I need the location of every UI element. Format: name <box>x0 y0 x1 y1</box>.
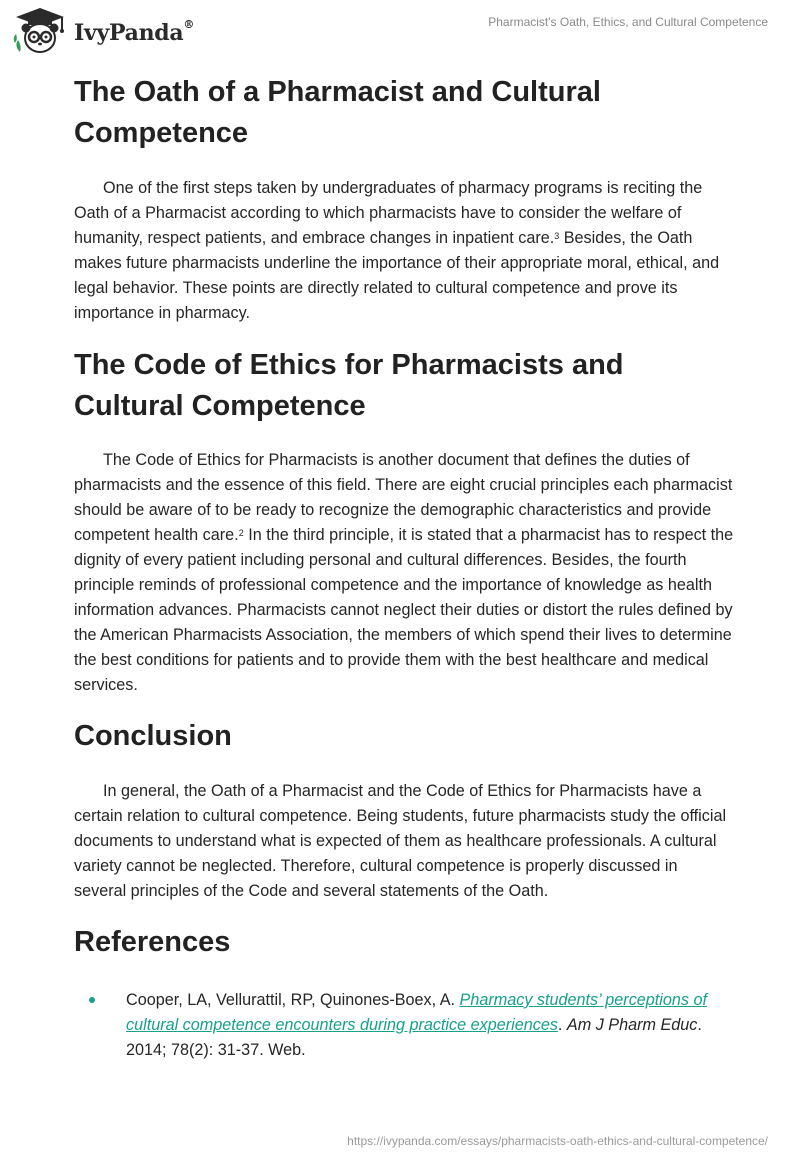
brand-logo[interactable] <box>12 6 194 56</box>
document-title: Pharmacist's Oath, Ethics, and Cultural Competence <box>488 15 768 29</box>
section-heading-references: References <box>74 926 231 958</box>
page-header <box>0 0 800 62</box>
reference-link[interactable]: Pharmacy students’ perceptions of cultural competence encounters during practice experiences <box>126 991 707 1034</box>
section-heading-ethics: The Code of Ethics for Pharmacists and Cultural Competence <box>74 349 624 422</box>
bullet-icon <box>89 997 95 1003</box>
footnote-ref: 3 <box>554 231 560 241</box>
paragraph-oath: One of the first steps taken by undergraduates of pharmacy programs is reciting the Oath of a Pharmacist according to which pharmacists have to consider the welfare of humanity, respect patients, and embrace changes in inpatient care.$^3$ Besides, the Oath makes future pharmacists underline the importance of their appropriate moral, ethical, and legal behavior. These points are directly related to cultural competence and prove its importance in pharmacy. <box>74 179 720 322</box>
section-heading-oath: The Oath of a Pharmacist and Cultural Competence <box>74 76 601 149</box>
reference-item: Cooper, LA, Vellurattil, RP, Quinones-Boex, A. Pharmacy students’ perceptions of cultural competence encounters during practice experiences. Am J Pharm Educ. 2014; 78(2): 31-37. Web. <box>74 988 734 1063</box>
journal-name: Am J Pharm Educ <box>566 1016 698 1034</box>
panda-graduate-icon <box>12 6 68 56</box>
brand-name: IvyPanda® <box>74 17 195 46</box>
footnote-ref: 2 <box>238 528 244 538</box>
essay-content <box>74 72 734 1063</box>
reference-list <box>74 988 734 1063</box>
paragraph-ethics: The Code of Ethics for Pharmacists is another document that defines the duties of pharmacists and the essence of this field. There are eight crucial principles each pharmacist should be aware of to be ready to recognize the demographic characteristics and provide competent health care.$^2$ In the third principle, it is stated that a pharmacist has to respect the dignity of every patient including personal and cultural differences. Besides, the fourth principle reminds of professional competence and the importance of knowledge as health information advances. Pharmacists cannot neglect their duties or distort the rules defined by the American Pharmacists Association, the members of which spend their lives to determine the best conditions for patients and to provide them with the best healthcare and medical services. <box>74 451 734 694</box>
paragraph-conclusion: In general, the Oath of a Pharmacist and the Code of Ethics for Pharmacists have a certain relation to cultural competence. Being students, future pharmacists study the official documents to understand what is expected of them as healthcare professionals. A cultural variety cannot be neglected. Therefore, cultural competence is properly discussed in several principles of the Code and several statements of the Oath. <box>74 782 727 900</box>
section-heading-conclusion: Conclusion <box>74 720 232 752</box>
footer-url[interactable]: https://ivypanda.com/essays/pharmacists-oath-ethics-and-cultural-competence/ <box>347 1134 768 1148</box>
